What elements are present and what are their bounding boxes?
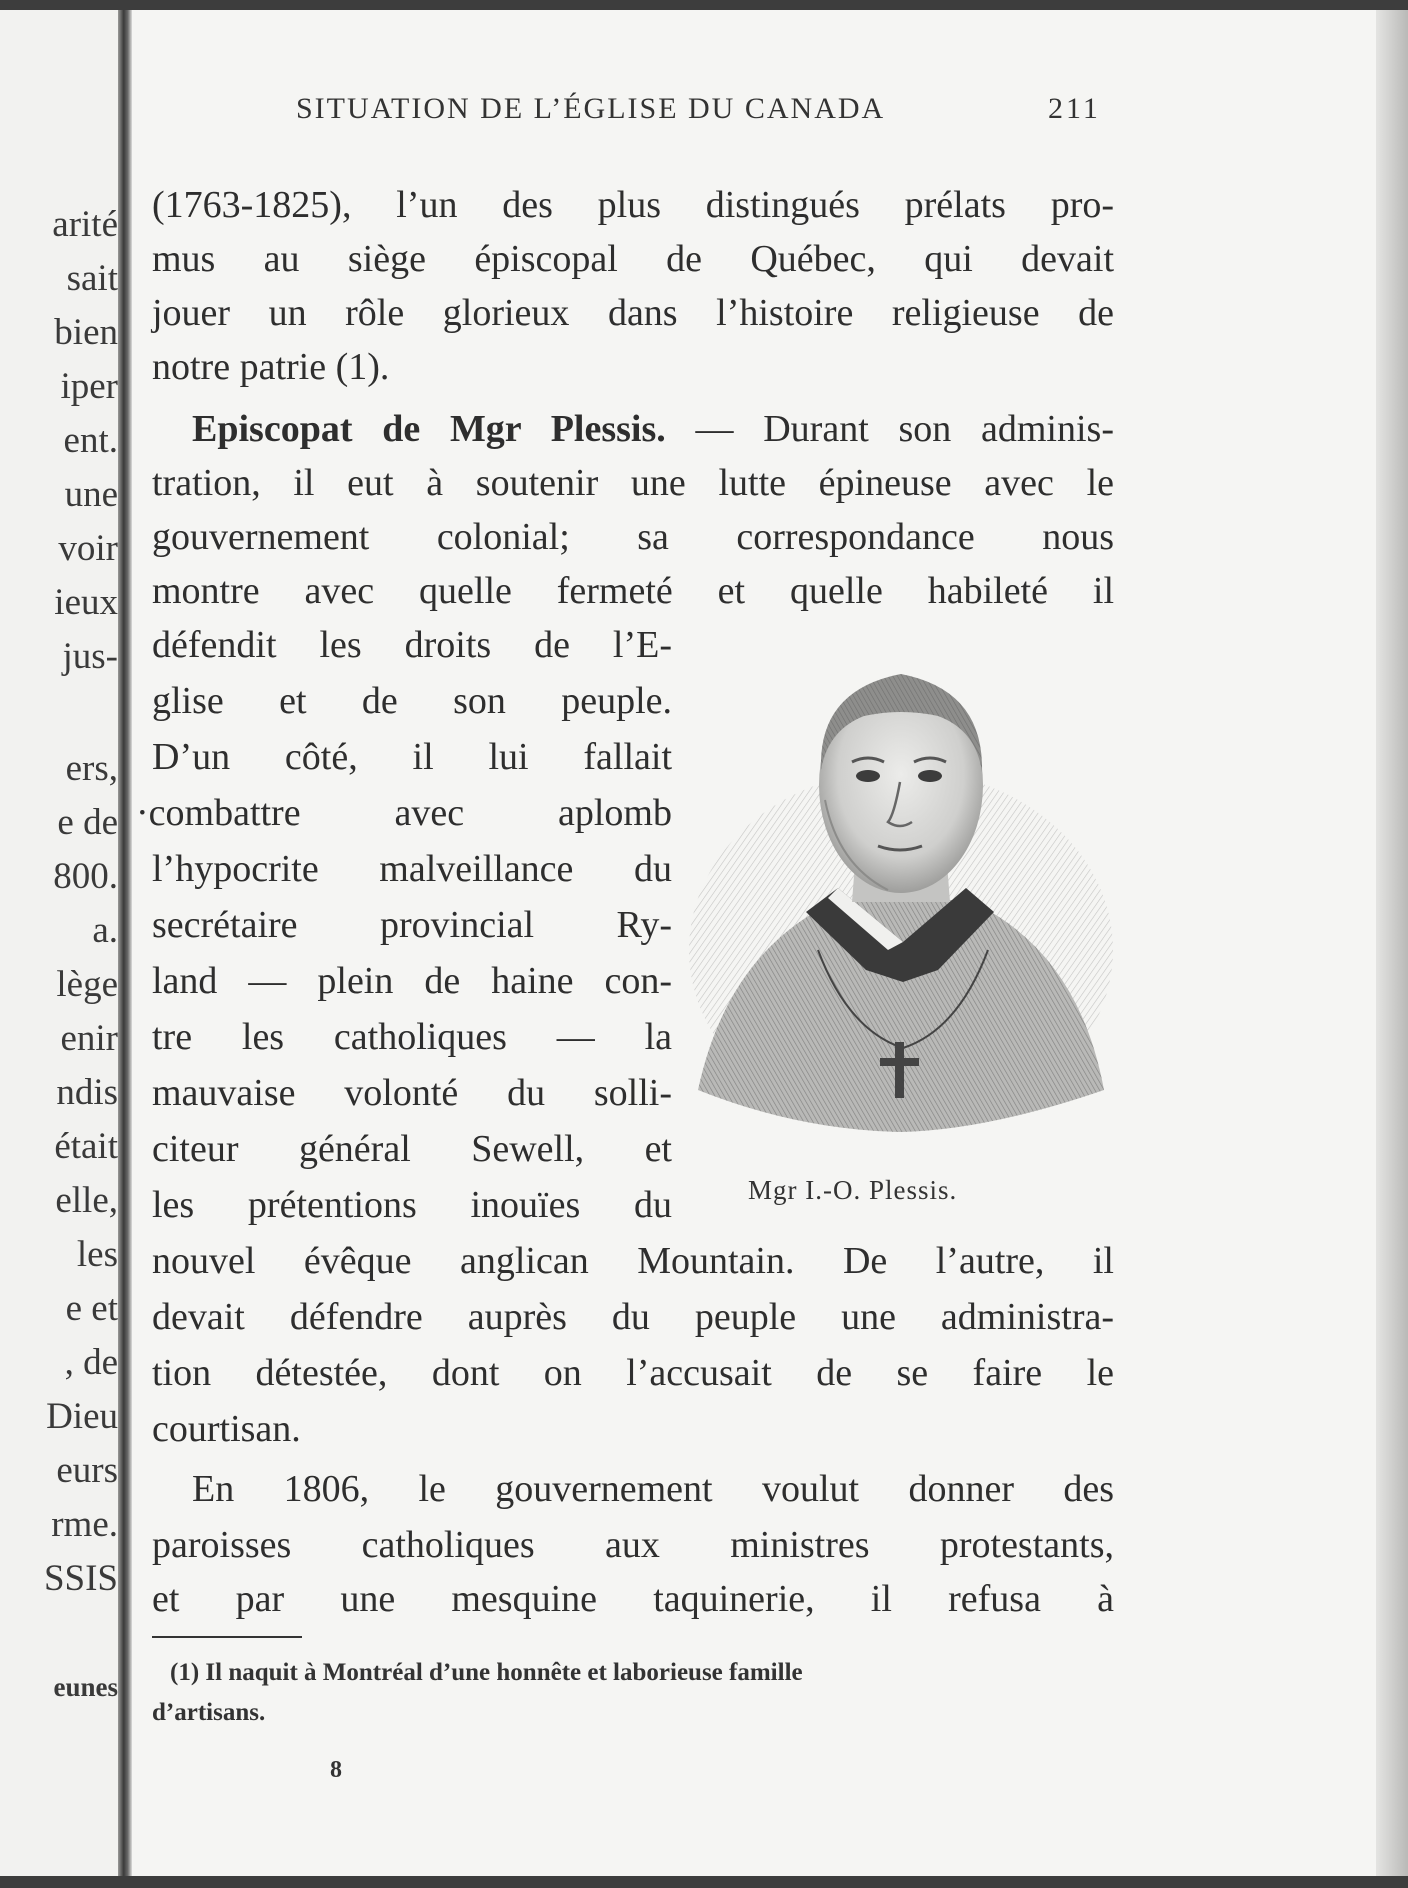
footnote-line: (1) Il naquit à Montréal d’une honnête et laborieuse famille (170, 1659, 803, 1686)
left-fragment: ndis (56, 1072, 118, 1113)
left-fragment: une (64, 474, 118, 515)
text-line: tre les catholiques — la (152, 1016, 672, 1058)
text-line: gouvernement colonial; sa correspondance nous (152, 516, 1114, 558)
text-line: mauvaise volonté du solli- (152, 1072, 672, 1114)
scan-top-border (0, 0, 1408, 10)
left-fragment: , de (64, 1342, 118, 1383)
text-line: devait défendre auprès du peuple une administra- (152, 1296, 1114, 1338)
portrait-engraving (688, 650, 1114, 1140)
text-line: mus au siège épiscopal de Québec, qui devait (152, 238, 1114, 280)
left-fragment: e de (57, 802, 118, 843)
left-fragment: sait (66, 258, 118, 299)
text-line: En 1806, le gouvernement voulut donner des (192, 1468, 1114, 1510)
text-line: glise et de son peuple. (152, 680, 672, 722)
left-fragment: e et (65, 1288, 118, 1329)
portrait-caption: Mgr I.-O. Plessis. (748, 1175, 958, 1205)
text-span: — Durant son adminis- (665, 408, 1114, 450)
left-fragment: ers, (65, 748, 118, 789)
left-fragment: enir (60, 1018, 118, 1059)
text-line: (1763-1825), l’un des plus distingués prélats pro- (152, 184, 1114, 226)
left-fragment: les (76, 1234, 118, 1275)
text-line: jouer un rôle glorieux dans l’histoire religieuse de (152, 292, 1114, 334)
section-heading: Episcopat de Mgr Plessis. (192, 408, 666, 450)
left-fragment: rme. (51, 1504, 118, 1545)
left-page-edge (0, 10, 124, 1876)
left-fragment: SSIS (43, 1558, 118, 1599)
left-fragment: Dieu (46, 1396, 118, 1437)
left-fragment: 800. (53, 856, 118, 897)
left-fragment: voir (58, 528, 118, 569)
signature-mark: 8 (330, 1757, 342, 1783)
text-line: nouvel évêque anglican Mountain. De l’autre, il (152, 1240, 1114, 1282)
paragraph-heading-line (192, 410, 1114, 448)
footnote-line: d’artisans. (152, 1699, 266, 1726)
left-fragment: elle, (55, 1180, 118, 1221)
left-fragment: ent. (63, 420, 118, 461)
page-number: 211 (1048, 92, 1101, 125)
text-line: ·combattre avec aplomb (136, 792, 672, 834)
left-fragment: bien (54, 312, 118, 353)
left-fragment: arité (52, 204, 118, 245)
left-fragment: eurs (56, 1450, 118, 1491)
text-line: tration, il eut à soutenir une lutte épineuse avec le (152, 462, 1114, 504)
text-line: l’hypocrite malveillance du (152, 848, 672, 890)
left-fragment: jus- (62, 636, 118, 677)
left-fragment: ieux (54, 582, 118, 623)
text-line: paroisses catholiques aux ministres protestants, (152, 1524, 1114, 1566)
text-line: courtisan. (152, 1408, 301, 1450)
book-spine (118, 10, 132, 1876)
text-line: land — plein de haine con- (152, 960, 672, 1002)
left-fragment: eunes (53, 1672, 118, 1702)
text-line: citeur général Sewell, et (152, 1128, 672, 1170)
text-line: les prétentions inouïes du (152, 1184, 672, 1226)
left-fragment: était (54, 1126, 118, 1167)
footnote-rule (152, 1636, 302, 1638)
text-line: défendit les droits de l’E- (152, 624, 672, 666)
text-line: D’un côté, il lui fallait (152, 736, 672, 778)
text-line: et par une mesquine taquinerie, il refusa à (152, 1578, 1114, 1620)
left-fragment: a. (92, 910, 118, 951)
left-fragment: iper (60, 366, 118, 407)
text-line: montre avec quelle fermeté et quelle habileté il (152, 570, 1114, 612)
text-line: secrétaire provincial Ry- (152, 904, 672, 946)
text-line: tion détestée, dont on l’accusait de se faire le (152, 1352, 1114, 1394)
scan-bottom-border (0, 1876, 1408, 1888)
left-fragment: lège (56, 964, 118, 1005)
running-head: SITUATION DE L’ÉGLISE DU CANADA (296, 92, 886, 125)
right-page-edge (1376, 10, 1408, 1876)
text-line: notre patrie (1). (152, 346, 390, 388)
